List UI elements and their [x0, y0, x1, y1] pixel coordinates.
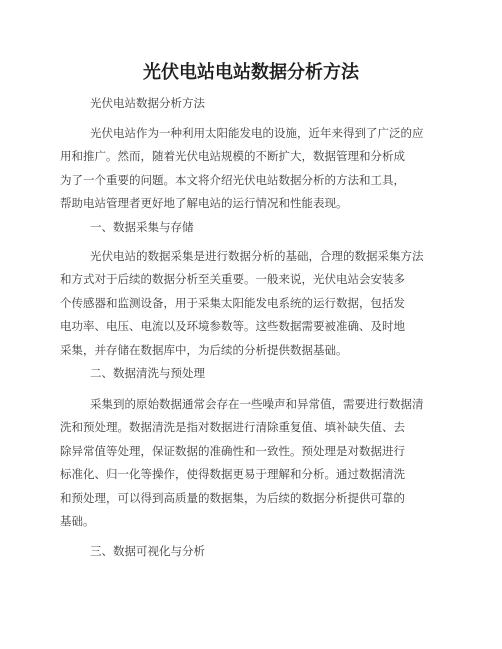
paragraph-line: 采集，并存储在数据库中，为后续的分析提供数据基础。 [60, 342, 348, 357]
paragraph-line: 光伏电站作为一种利用太阳能发电的设施，近年来得到了广泛的应 [90, 126, 424, 140]
paragraph-line: 和方式对于后续的数据分析至关重要。一般来说，光伏电站会安装多 [60, 272, 405, 287]
section-heading-1 [90, 216, 430, 239]
section-heading-text: 三、数据可视化与分析 [90, 544, 205, 558]
section-heading-2 [90, 362, 430, 385]
paragraph-line: 用和推广。然而，随着光伏电站规模的不断扩大，数据管理和分析成 [60, 149, 405, 164]
paragraph-line: 电功率、电压、电流以及环境参数等。这些数据需要被准确、及时地 [60, 319, 405, 334]
document-title: 光伏电站电站数据分析方法 [143, 62, 359, 83]
paragraph-line: 光伏电站的数据采集是进行数据分析的基础，合理的数据采集方法 [90, 249, 424, 263]
paragraph-line: 标准化、归一化等操作，使得数据更易于理解和分析。通过数据清洗 [60, 467, 405, 482]
subtitle-text: 光伏电站数据分析方法 [90, 96, 205, 110]
section-heading-text: 二、数据清洗与预处理 [90, 366, 205, 380]
section-1-paragraph [60, 245, 430, 362]
document-subtitle [90, 92, 430, 115]
paragraph-line: 和预处理，可以得到高质量的数据集，为后续的数据分析提供可靠的 [60, 490, 405, 505]
section-heading-3 [90, 540, 430, 563]
paragraph-line: 个传感器和监测设备，用于采集太阳能发电系统的运行数据，包括发 [60, 295, 405, 310]
paragraph-line: 基础。 [60, 514, 95, 529]
section-2-paragraph [60, 393, 430, 533]
paragraph-line: 为了一个重要的问题。本文将介绍光伏电站数据分析的方法和工具， [60, 172, 405, 187]
paragraph-line: 除异常值等处理，保证数据的准确性和一致性。预处理是对数据进行 [60, 443, 405, 458]
section-heading-text: 一、数据采集与存储 [90, 220, 194, 234]
intro-paragraph [60, 122, 430, 216]
paragraph-line: 帮助电站管理者更好地了解电站的运行情况和性能表现。 [60, 196, 348, 211]
paragraph-line: 采集到的原始数据通常会存在一些噪声和异常值，需要进行数据清 [90, 397, 424, 411]
paragraph-line: 洗和预处理。数据清洗是指对数据进行清除重复值、填补缺失值、去 [60, 420, 405, 435]
